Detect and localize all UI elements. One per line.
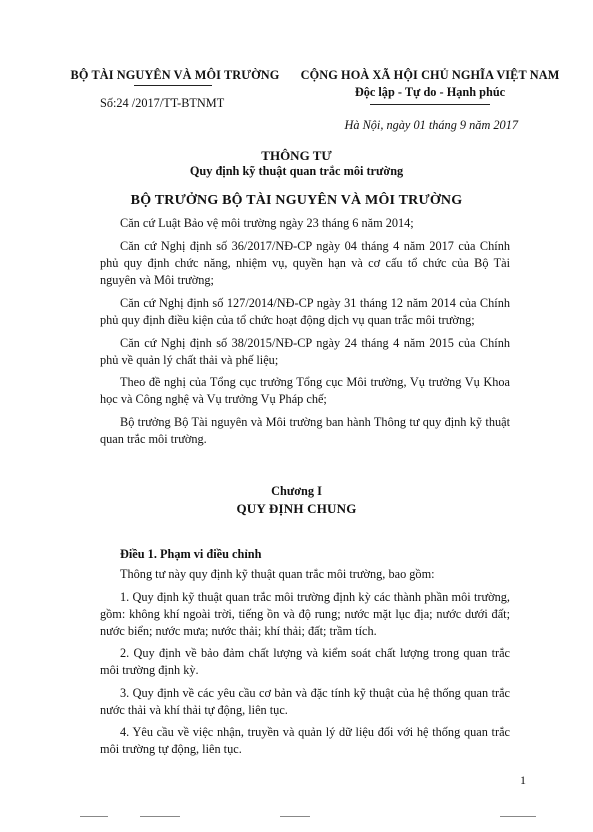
national-motto: Độc lập - Tự do - Hạnh phúc <box>354 85 506 99</box>
article-item: 4. Yêu cầu về việc nhận, truyền và quản lý dữ liệu đối với hệ thống quan trắc môi trường tự động, liên tục. <box>100 725 510 756</box>
article-heading: Điều 1. Phạm vi điều chỉnh <box>120 547 262 561</box>
country-name: CỘNG HOÀ XÃ HỘI CHỦ NGHĨA VIỆT NAM <box>300 68 560 82</box>
article-item: 3. Quy định về các yêu cầu cơ bản và đặc tính kỹ thuật của hệ thống quan trắc nước thải và khí thải tự động, liên tục. <box>100 686 510 717</box>
document-subject: Quy định kỹ thuật quan trắc môi trường <box>189 164 404 178</box>
article-item: 1. Quy định kỹ thuật quan trắc môi trường định kỳ các thành phần môi trường, gồm: không khí ngoài trời, tiếng ồn và độ rung; nước mặt lục địa; nước dưới đất; nước biển; nước mưa; nước thải; khí thải; đất; trầm tích. <box>100 590 510 638</box>
motto-underline <box>370 104 490 105</box>
issuing-authority: BỘ TRƯỞNG BỘ TÀI NGUYÊN VÀ MÔI TRƯỜNG <box>130 193 463 208</box>
document-number: Số:24 /2017/TT-BTNMT <box>100 96 225 110</box>
scan-edge-marks <box>80 816 540 826</box>
issue-date: Hà Nội, ngày 01 tháng 9 năm 2017 <box>344 118 518 132</box>
article-item: 2. Quy định về bảo đảm chất lượng và kiểm soát chất lượng trong quan trắc môi trường định kỳ. <box>100 646 510 677</box>
preamble-paragraph: Căn cứ Nghị định số 36/2017/NĐ-CP ngày 04 tháng 4 năm 2017 của Chính phủ quy định chức năng, nhiệm vụ, quyền hạn và cơ cấu tổ chức của Bộ Tài nguyên và Môi trường; <box>100 239 510 287</box>
preamble-paragraph: Căn cứ Nghị định số 127/2014/NĐ-CP ngày 31 tháng 12 năm 2014 của Chính phủ quy định điều kiện của tổ chức hoạt động dịch vụ quan trắc môi trường; <box>100 296 510 327</box>
article-intro: Thông tư này quy định kỹ thuật quan trắc môi trường, bao gồm: <box>120 567 435 581</box>
chapter-name: QUY ĐỊNH CHUNG <box>236 501 357 516</box>
scan-mark <box>140 816 180 817</box>
ministry-header <box>60 68 290 83</box>
national-header <box>285 68 575 100</box>
scan-mark <box>280 816 310 817</box>
ministry-underline <box>134 85 212 86</box>
page-number: 1 <box>520 773 526 787</box>
preamble-paragraph: Bộ trưởng Bộ Tài nguyên và Môi trường ban hành Thông tư quy định kỹ thuật quan trắc môi trường. <box>100 415 510 446</box>
preamble-paragraph: Theo đề nghị của Tổng cục trưởng Tổng cục Môi trường, Vụ trưởng Vụ Khoa học và Công nghệ và Vụ trưởng Vụ Pháp chế; <box>100 375 510 406</box>
scan-mark <box>80 816 108 817</box>
document-type: THÔNG TƯ <box>261 148 332 163</box>
chapter-number: Chương I <box>271 484 322 498</box>
preamble-paragraph: Căn cứ Nghị định số 38/2015/NĐ-CP ngày 24 tháng 4 năm 2015 của Chính phủ về quản lý chất thải và phế liệu; <box>100 336 510 367</box>
scan-mark <box>500 816 536 817</box>
ministry-name: BỘ TÀI NGUYÊN VÀ MÔI TRƯỜNG <box>70 68 280 82</box>
preamble-paragraph: Căn cứ Luật Bảo vệ môi trường ngày 23 tháng 6 năm 2014; <box>120 216 414 230</box>
